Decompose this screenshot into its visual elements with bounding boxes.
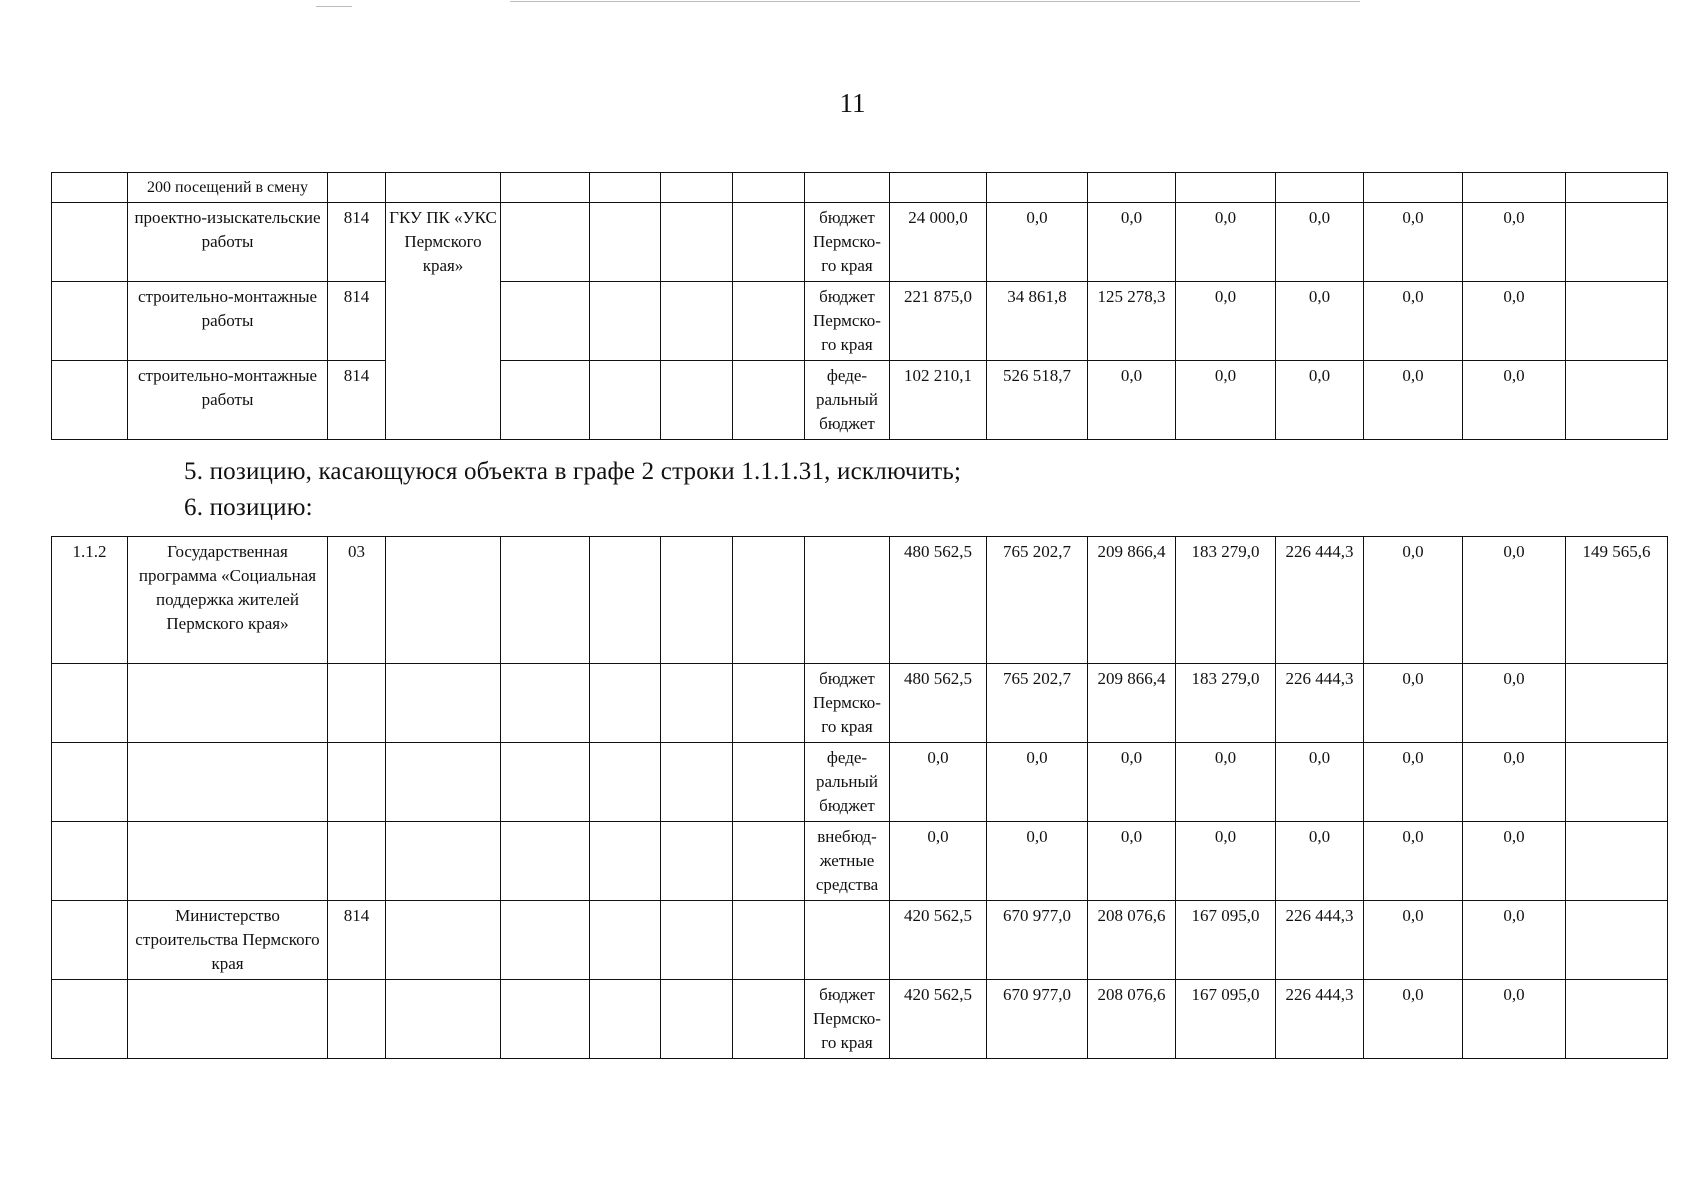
- cell-object-name: [128, 822, 328, 901]
- cell-object-name: Министерство строительства Пермского края: [128, 901, 328, 980]
- table-row: [52, 664, 1668, 743]
- cell-empty: [733, 664, 805, 743]
- cell-amount: 0,0: [1364, 743, 1463, 822]
- cell-object-name: проектно-изыскательские работы: [128, 203, 328, 282]
- cell-amount: 0,0: [1364, 203, 1463, 282]
- cell-code: [328, 664, 386, 743]
- cell-amount: 526 518,7: [987, 361, 1088, 440]
- table-row: [52, 361, 1668, 440]
- cell-empty: [661, 743, 733, 822]
- continuation-table: [51, 172, 1668, 440]
- cell-empty: [661, 822, 733, 901]
- cell-amount: 167 095,0: [1176, 901, 1276, 980]
- cell-amount: [890, 173, 987, 203]
- cell-empty: [661, 537, 733, 664]
- cell-amount: 167 095,0: [1176, 980, 1276, 1059]
- cell-amount: 34 861,8: [987, 282, 1088, 361]
- cell-empty: [590, 282, 661, 361]
- cell-amount: 183 279,0: [1176, 537, 1276, 664]
- cell-executor: [386, 173, 501, 203]
- cell-empty: [590, 664, 661, 743]
- cell-amount: 149 565,6: [1566, 537, 1668, 664]
- cell-amount: 0,0: [1176, 282, 1276, 361]
- cell-amount: 0,0: [1463, 822, 1566, 901]
- cell-code: 814: [328, 361, 386, 440]
- cell-amount: [1276, 173, 1364, 203]
- cell-amount: 183 279,0: [1176, 664, 1276, 743]
- table-row: [52, 980, 1668, 1059]
- cell-executor: ГКУ ПК «УКС Пермского края»: [386, 203, 501, 440]
- cell-empty: [733, 537, 805, 664]
- cell-empty: [501, 743, 590, 822]
- table-row: [52, 173, 1668, 203]
- cell-amount: 0,0: [1463, 361, 1566, 440]
- cell-amount: 208 076,6: [1088, 901, 1176, 980]
- cell-empty: [501, 822, 590, 901]
- cell-amount: [1364, 173, 1463, 203]
- cell-empty: [501, 173, 590, 203]
- cell-amount: 0,0: [1088, 203, 1176, 282]
- cell-amount: 0,0: [1364, 664, 1463, 743]
- cell-amount: 0,0: [890, 822, 987, 901]
- cell-amount: 0,0: [1276, 282, 1364, 361]
- cell-amount: 670 977,0: [987, 980, 1088, 1059]
- cell-amount: 24 000,0: [890, 203, 987, 282]
- cell-amount: 125 278,3: [1088, 282, 1176, 361]
- cell-amount: 209 866,4: [1088, 537, 1176, 664]
- cell-amount: 670 977,0: [987, 901, 1088, 980]
- cell-funding-source: феде-ральный бюджет: [805, 743, 890, 822]
- cell-code: 814: [328, 901, 386, 980]
- cell-executor: [386, 743, 501, 822]
- cell-amount: 0,0: [1463, 901, 1566, 980]
- cell-empty: [501, 203, 590, 282]
- cell-empty: [733, 203, 805, 282]
- cell-amount: 0,0: [1364, 361, 1463, 440]
- cell-row-number: [52, 743, 128, 822]
- cell-amount: 0,0: [1364, 980, 1463, 1059]
- cell-funding-source: бюджет Пермско-го края: [805, 203, 890, 282]
- cell-executor: [386, 901, 501, 980]
- cell-funding-source: [805, 901, 890, 980]
- cell-row-number: [52, 203, 128, 282]
- cell-amount: 0,0: [1463, 282, 1566, 361]
- cell-executor: [386, 980, 501, 1059]
- cell-funding-source: бюджет Пермско-го края: [805, 980, 890, 1059]
- cell-amount: 480 562,5: [890, 664, 987, 743]
- cell-code: [328, 743, 386, 822]
- cell-code: [328, 173, 386, 203]
- cell-executor: [386, 664, 501, 743]
- cell-amount: 0,0: [1088, 361, 1176, 440]
- cell-empty: [590, 203, 661, 282]
- cell-funding-source: бюджет Пермско-го края: [805, 664, 890, 743]
- cell-empty: [733, 361, 805, 440]
- cell-empty: [661, 980, 733, 1059]
- table-row: [52, 282, 1668, 361]
- cell-code: [328, 822, 386, 901]
- table-row: [52, 203, 1668, 282]
- cell-empty: [590, 901, 661, 980]
- cell-amount: 0,0: [1463, 537, 1566, 664]
- cell-empty: [733, 901, 805, 980]
- cell-amount: 0,0: [1463, 743, 1566, 822]
- cell-empty: [733, 173, 805, 203]
- cell-empty: [733, 743, 805, 822]
- cell-amount: 226 444,3: [1276, 901, 1364, 980]
- table-row: [52, 901, 1668, 980]
- cell-code: 03: [328, 537, 386, 664]
- cell-empty: [590, 361, 661, 440]
- cell-amount: 226 444,3: [1276, 664, 1364, 743]
- cell-amount: 0,0: [1364, 901, 1463, 980]
- cell-amount: 420 562,5: [890, 901, 987, 980]
- cell-amount: [987, 173, 1088, 203]
- cell-amount: [1566, 203, 1668, 282]
- cell-empty: [733, 822, 805, 901]
- cell-amount: 0,0: [1088, 743, 1176, 822]
- cell-amount: 0,0: [890, 743, 987, 822]
- cell-empty: [590, 173, 661, 203]
- cell-object-name: 200 посещений в смену: [128, 173, 328, 203]
- cell-amount: [1463, 173, 1566, 203]
- cell-object-name: [128, 743, 328, 822]
- cell-empty: [590, 822, 661, 901]
- cell-funding-source: [805, 173, 890, 203]
- cell-empty: [501, 980, 590, 1059]
- cell-amount: 0,0: [1176, 361, 1276, 440]
- cell-amount: 226 444,3: [1276, 537, 1364, 664]
- cell-empty: [590, 743, 661, 822]
- cell-amount: 420 562,5: [890, 980, 987, 1059]
- cell-amount: 221 875,0: [890, 282, 987, 361]
- cell-empty: [661, 173, 733, 203]
- cell-empty: [661, 282, 733, 361]
- cell-amount: 0,0: [1276, 743, 1364, 822]
- cell-object-name: строительно-монтажные работы: [128, 282, 328, 361]
- cell-code: 814: [328, 203, 386, 282]
- cell-empty: [501, 537, 590, 664]
- cell-amount: 0,0: [987, 822, 1088, 901]
- cell-empty: [661, 901, 733, 980]
- cell-row-number: 1.1.2: [52, 537, 128, 664]
- cell-amount: 226 444,3: [1276, 980, 1364, 1059]
- cell-row-number: [52, 282, 128, 361]
- cell-executor: [386, 537, 501, 664]
- table-row: [52, 822, 1668, 901]
- cell-object-name: строительно-монтажные работы: [128, 361, 328, 440]
- cell-amount: 0,0: [1176, 822, 1276, 901]
- cell-amount: 0,0: [1176, 743, 1276, 822]
- cell-amount: 0,0: [1463, 664, 1566, 743]
- table-row: [52, 743, 1668, 822]
- cell-amount: [1566, 664, 1668, 743]
- cell-empty: [661, 361, 733, 440]
- cell-funding-source: внебюд-жетные средства: [805, 822, 890, 901]
- cell-empty: [501, 901, 590, 980]
- scan-artifact-line-right: [510, 1, 1360, 2]
- cell-code: 814: [328, 282, 386, 361]
- cell-row-number: [52, 822, 128, 901]
- cell-amount: 0,0: [1276, 361, 1364, 440]
- cell-amount: [1566, 282, 1668, 361]
- cell-empty: [590, 980, 661, 1059]
- cell-empty: [501, 282, 590, 361]
- cell-amount: [1566, 901, 1668, 980]
- cell-object-name: [128, 664, 328, 743]
- cell-amount: 0,0: [1463, 203, 1566, 282]
- cell-amount: 0,0: [1364, 822, 1463, 901]
- cell-empty: [661, 664, 733, 743]
- cell-empty: [733, 282, 805, 361]
- page-number: 11: [839, 88, 866, 118]
- cell-row-number: [52, 901, 128, 980]
- position-table: [51, 536, 1668, 1059]
- cell-amount: 208 076,6: [1088, 980, 1176, 1059]
- cell-funding-source: [805, 537, 890, 664]
- cell-amount: [1566, 980, 1668, 1059]
- instruction-item-5: 5. позицию, касающуюся объекта в графе 2 строки 1.1.1.31, исключить;: [184, 458, 962, 485]
- cell-amount: 0,0: [1364, 282, 1463, 361]
- cell-amount: 0,0: [987, 743, 1088, 822]
- cell-amount: 209 866,4: [1088, 664, 1176, 743]
- cell-empty: [501, 361, 590, 440]
- cell-object-name: Государственная программа «Социальная поддержка жителей Пермского края»: [128, 537, 328, 664]
- cell-amount: 0,0: [1276, 203, 1364, 282]
- cell-empty: [661, 203, 733, 282]
- cell-amount: 480 562,5: [890, 537, 987, 664]
- cell-amount: 0,0: [1364, 537, 1463, 664]
- instruction-item-6: 6. позицию:: [184, 494, 313, 521]
- cell-row-number: [52, 980, 128, 1059]
- cell-amount: [1566, 822, 1668, 901]
- cell-amount: [1088, 173, 1176, 203]
- cell-row-number: [52, 664, 128, 743]
- cell-row-number: [52, 361, 128, 440]
- cell-amount: 0,0: [1088, 822, 1176, 901]
- cell-amount: 0,0: [1463, 980, 1566, 1059]
- cell-empty: [501, 664, 590, 743]
- cell-empty: [733, 980, 805, 1059]
- cell-code: [328, 980, 386, 1059]
- cell-amount: 765 202,7: [987, 664, 1088, 743]
- cell-amount: 0,0: [1276, 822, 1364, 901]
- cell-amount: 765 202,7: [987, 537, 1088, 664]
- cell-amount: [1566, 173, 1668, 203]
- cell-amount: [1566, 361, 1668, 440]
- cell-amount: 0,0: [987, 203, 1088, 282]
- cell-object-name: [128, 980, 328, 1059]
- cell-empty: [590, 537, 661, 664]
- cell-amount: [1566, 743, 1668, 822]
- cell-executor: [386, 822, 501, 901]
- cell-amount: 102 210,1: [890, 361, 987, 440]
- cell-amount: [1176, 173, 1276, 203]
- cell-amount: 0,0: [1176, 203, 1276, 282]
- cell-funding-source: феде-ральный бюджет: [805, 361, 890, 440]
- cell-funding-source: бюджет Пермско-го края: [805, 282, 890, 361]
- cell-row-number: [52, 173, 128, 203]
- scan-artifact-line-left: [316, 6, 352, 7]
- table-row: [52, 537, 1668, 664]
